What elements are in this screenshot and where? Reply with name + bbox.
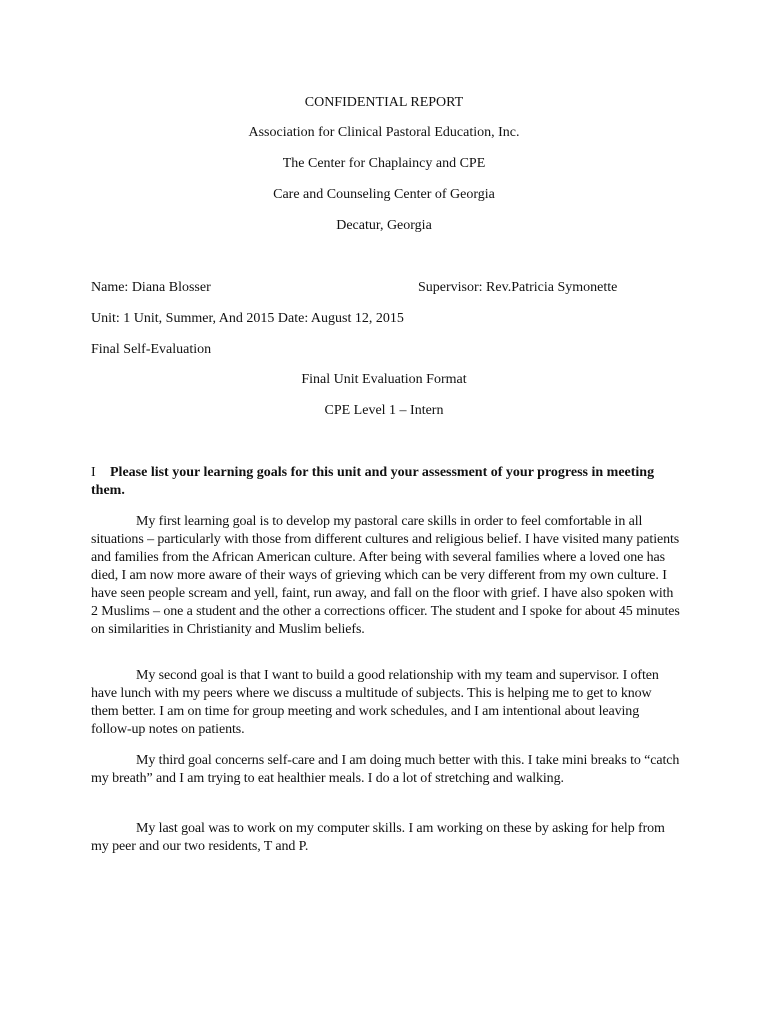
student-name: Name: Diana Blosser [91,280,211,295]
paragraph-goal-2: My second goal is that I want to build a good relationship with my team and supervisor. I often have lunch with my peers where we discuss a multitude of subjects. This is helping me to get to know them better. I am on time for group meeting and work schedules, and I am intentional about leaving follow-up notes on patients. [91,668,659,737]
location: Decatur, Georgia [336,218,432,233]
cpe-level: CPE Level 1 – Intern [324,403,444,418]
document-type: Final Self-Evaluation [91,342,212,357]
paragraph-goal-4: My last goal was to work on my computer skills. I am working on these by asking for help from my peer and our two residents, T and P. [91,821,665,854]
unit-date: Unit: 1 Unit, Summer, And 2015 Date: August 12, 2015 [91,311,404,326]
paragraph-goal-1: My first learning goal is to develop my pastoral care skills in order to feel comfortable in all situations – particularly with those from different cultures and religious belief. I have visited many patients and families from the African American culture. After being with several families where a loved one has died, I am now more aware of their ways of grieving which can be very different from my own culture. I have seen people scream and yell, faint, run away, and fall on the floor with grief. I have also spoken with 2 Muslims – one a student and the other a corrections officer. The student and I spoke for about 45 minutes on similarities in Christianity and Muslim beliefs. [91,514,680,637]
care-center-name: Care and Counseling Center of Georgia [273,187,495,202]
section-number: I [91,465,96,480]
supervisor-name: Supervisor: Rev.Patricia Symonette [418,280,618,295]
report-title: CONFIDENTIAL REPORT [304,95,464,110]
section-1-question [91,464,681,500]
question-text: Please list your learning goals for this unit and your assessment of your progress in meeting them. [91,465,655,498]
paragraph-goal-3: My third goal concerns self-care and I am doing much better with this. I take mini breaks to “catch my breath” and I am trying to eat healthier meals. I do a lot of stretching and walking. [91,753,680,786]
evaluation-format: Final Unit Evaluation Format [301,372,467,387]
organization-name: Association for Clinical Pastoral Education, Inc. [248,125,520,140]
center-name: The Center for Chaplaincy and CPE [282,156,486,171]
